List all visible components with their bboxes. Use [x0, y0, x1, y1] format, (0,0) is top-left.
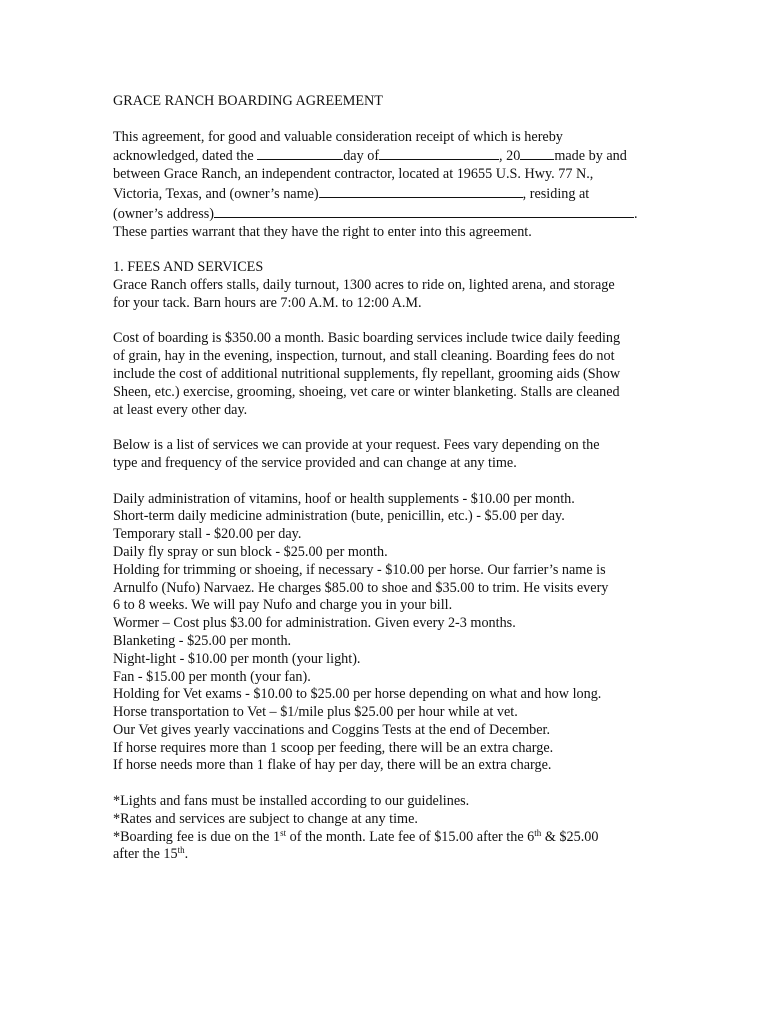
service-item: Daily administration of vitamins, hoof or health supplements - $10.00 per month. [113, 490, 575, 507]
spacer [113, 111, 673, 129]
intro-line [113, 184, 673, 204]
intro-line: This agreement, for good and valuable consideration receipt of which is hereby [113, 128, 563, 145]
year-blank-field[interactable] [520, 146, 554, 160]
service-item: Fan - $15.00 per month (your fan). [113, 668, 311, 685]
month-blank-field[interactable] [379, 146, 499, 160]
note-text: *Boarding fee is due on the 1 [113, 828, 281, 845]
paragraph-line: Grace Ranch offers stalls, daily turnout, 1300 acres to ride on, lighted arena, and storage [113, 276, 615, 293]
note-item: *Rates and services are subject to change at any time. [113, 810, 418, 827]
service-item: Our Vet gives yearly vaccinations and Coggins Tests at the end of December. [113, 721, 550, 738]
intro-paragraph [113, 129, 673, 242]
agreement-document [113, 93, 673, 864]
spacer [113, 473, 673, 491]
spacer [113, 313, 673, 331]
owner-name-blank-field[interactable] [319, 184, 523, 198]
intro-line: These parties warrant that they have the right to enter into this agreement. [113, 223, 532, 240]
note-text: . [184, 846, 189, 863]
paragraph-line: Cost of boarding is $350.00 a month. Basic boarding services include twice daily feeding [113, 330, 621, 347]
note-text: of the month. Late fee of $15.00 after the 6 [286, 828, 535, 845]
note-item [113, 829, 673, 847]
services-list [113, 491, 673, 776]
day-blank-field[interactable] [257, 146, 343, 160]
service-item: Holding for Vet exams - $10.00 to $25.00 per horse depending on what and how long. [113, 686, 602, 703]
service-item: If horse requires more than 1 scoop per feeding, there will be an extra charge. [113, 739, 554, 756]
note-item [113, 846, 673, 864]
service-item: Wormer – Cost plus $3.00 for administration. Given every 2-3 months. [113, 615, 516, 632]
note-item: *Lights and fans must be installed according to our guidelines. [113, 793, 470, 810]
paragraph-line: include the cost of additional nutritional supplements, fly repellant, grooming aids (Show [113, 365, 621, 382]
owner-address-blank-field[interactable] [214, 204, 634, 218]
paragraph-line: type and frequency of the service provided and can change at any time. [113, 454, 517, 471]
intro-line [113, 204, 673, 224]
service-item: If horse needs more than 1 flake of hay per day, there will be an extra charge. [113, 757, 552, 774]
intro-text: acknowledged, dated the [113, 148, 258, 165]
service-item: Daily fly spray or sun block - $25.00 per month. [113, 543, 388, 560]
spacer [113, 775, 673, 793]
intro-line: between Grace Ranch, an independent contractor, located at 19655 U.S. Hwy. 77 N., [113, 166, 594, 183]
ordinal-suffix: th [177, 845, 185, 856]
intro-text: made by and [554, 148, 627, 165]
service-item: Horse transportation to Vet – $1/mile plus $25.00 per hour while at vet. [113, 704, 518, 721]
service-item: Temporary stall - $20.00 per day. [113, 526, 302, 543]
intro-text: , residing at [522, 185, 590, 202]
intro-text: day of [343, 148, 380, 165]
offers-paragraph [113, 277, 673, 313]
paragraph-line: Below is a list of services we can provide at your request. Fees vary depending on the [113, 437, 600, 454]
spacer [113, 419, 673, 437]
note-text: & $25.00 [541, 828, 599, 845]
intro-text: , 20 [499, 148, 521, 165]
note-text: after the 15 [113, 846, 178, 863]
intro-text: (owner’s address) [113, 205, 214, 222]
service-item: Arnulfo (Nufo) Narvaez. He charges $85.00 to shoe and $35.00 to trim. He visits every [113, 579, 609, 596]
service-item: Short-term daily medicine administration (bute, penicillin, etc.) - $5.00 per day. [113, 508, 565, 525]
spacer [113, 241, 673, 259]
paragraph-line: of grain, hay in the evening, inspection, turnout, and stall cleaning. Boarding fees do not [113, 348, 615, 365]
service-item: Blanketing - $25.00 per month. [113, 632, 292, 649]
intro-text: . [634, 205, 638, 222]
service-item: Holding for trimming or shoeing, if necessary - $10.00 per horse. Our farrier’s name is [113, 561, 606, 578]
service-item: 6 to 8 weeks. We will pay Nufo and charge you in your bill. [113, 597, 453, 614]
section-heading: 1. FEES AND SERVICES [113, 259, 264, 276]
paragraph-line: Sheen, etc.) exercise, grooming, shoeing, vet care or winter blanketing. Stalls are cleaned [113, 383, 620, 400]
boarding-cost-paragraph [113, 330, 673, 419]
intro-line [113, 146, 673, 166]
document-title: GRACE RANCH BOARDING AGREEMENT [113, 93, 383, 109]
intro-text: Victoria, Texas, and (owner’s name) [113, 185, 319, 202]
services-intro-paragraph [113, 437, 673, 473]
notes-block [113, 793, 673, 864]
service-item: Night-light - $10.00 per month (your light). [113, 650, 361, 667]
paragraph-line: for your tack. Barn hours are 7:00 A.M. to 12:00 A.M. [113, 294, 422, 311]
ordinal-suffix: st [280, 827, 287, 838]
ordinal-suffix: th [534, 827, 542, 838]
paragraph-line: at least every other day. [113, 401, 248, 418]
